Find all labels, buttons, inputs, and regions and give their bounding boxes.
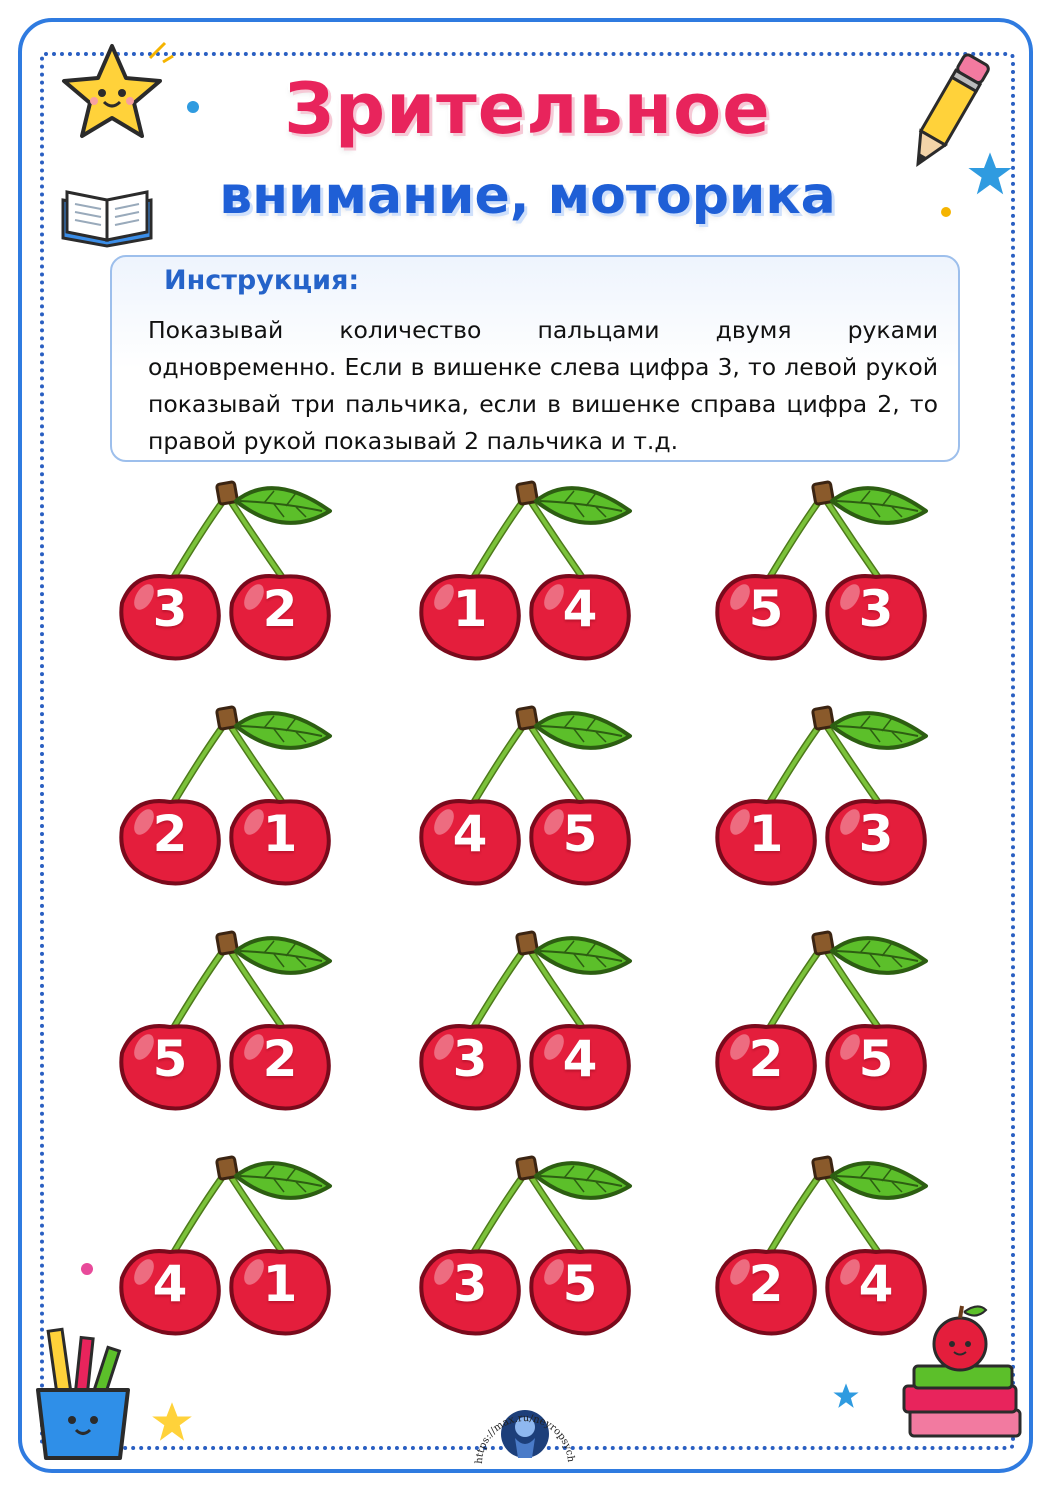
cherry-pair xyxy=(114,702,344,902)
cherry-right-number: 5 xyxy=(562,1255,598,1313)
cherry-pair xyxy=(710,702,940,902)
cherry-icon xyxy=(414,477,644,677)
cherry-pair xyxy=(414,927,644,1127)
cherry-left-number: 4 xyxy=(452,805,488,863)
title-line-2: внимание, моторика xyxy=(219,166,836,226)
cherry-pair xyxy=(710,927,940,1127)
cherry-left-number: 1 xyxy=(748,805,784,863)
instruction-heading: Инструкция: xyxy=(164,265,360,296)
cherry-left-number: 3 xyxy=(152,580,188,638)
cherry-left-number: 2 xyxy=(152,805,188,863)
cherry-left-number: 5 xyxy=(748,580,784,638)
watermark xyxy=(470,1372,580,1472)
cherry-icon xyxy=(710,927,940,1127)
cherry-pair xyxy=(414,1152,644,1352)
cherry-pair xyxy=(710,477,940,677)
cherry-pair xyxy=(114,477,344,677)
cherry-right-number: 1 xyxy=(262,1255,298,1313)
cherry-left-number: 1 xyxy=(452,580,488,638)
cherry-icon xyxy=(710,702,940,902)
cherry-pair xyxy=(414,477,644,677)
cherry-right-number: 5 xyxy=(858,1030,894,1088)
cherry-icon xyxy=(114,1152,344,1352)
dot-icon xyxy=(80,1262,94,1276)
cherry-pair xyxy=(414,702,644,902)
cherry-icon xyxy=(414,927,644,1127)
cherry-left-number: 3 xyxy=(452,1030,488,1088)
cherry-icon xyxy=(114,702,344,902)
cherry-left-number: 3 xyxy=(452,1255,488,1313)
cherry-right-number: 2 xyxy=(262,1030,298,1088)
cherry-right-number: 2 xyxy=(262,580,298,638)
cherry-left-number: 5 xyxy=(152,1030,188,1088)
cherry-icon xyxy=(710,477,940,677)
cherry-pair xyxy=(710,1152,940,1352)
cherry-left-number: 2 xyxy=(748,1255,784,1313)
cherry-right-number: 4 xyxy=(562,580,598,638)
cherry-right-number: 5 xyxy=(562,805,598,863)
cherry-pair xyxy=(114,1152,344,1352)
cherry-right-number: 3 xyxy=(858,805,894,863)
instruction-box xyxy=(110,255,960,462)
title-line-1: Зрительное xyxy=(284,68,771,150)
star-icon xyxy=(832,1382,860,1410)
cherry-pair xyxy=(114,927,344,1127)
sparkle-icon xyxy=(145,38,175,68)
cherry-right-number: 4 xyxy=(858,1255,894,1313)
cherry-icon xyxy=(414,1152,644,1352)
watermark-url: https://max.ru/neyropsych xyxy=(473,1412,577,1465)
cherry-icon xyxy=(114,477,344,677)
instruction-text: Показывай количество пальцами двумя руками одновременно. Если в вишенке слева цифра 3, то левой рукой показывай три пальчика, если в вишенке справа цифра 2, то правой рукой показывай 2 пальчика и т.д. xyxy=(148,316,938,455)
cherry-right-number: 4 xyxy=(562,1030,598,1088)
cherry-left-number: 2 xyxy=(748,1030,784,1088)
cherry-right-number: 3 xyxy=(858,580,894,638)
cherry-left-number: 4 xyxy=(152,1255,188,1313)
star-icon xyxy=(150,1400,194,1444)
cherry-icon xyxy=(710,1152,940,1352)
cherry-icon xyxy=(114,927,344,1127)
cherry-right-number: 1 xyxy=(262,805,298,863)
cherry-icon xyxy=(414,702,644,902)
